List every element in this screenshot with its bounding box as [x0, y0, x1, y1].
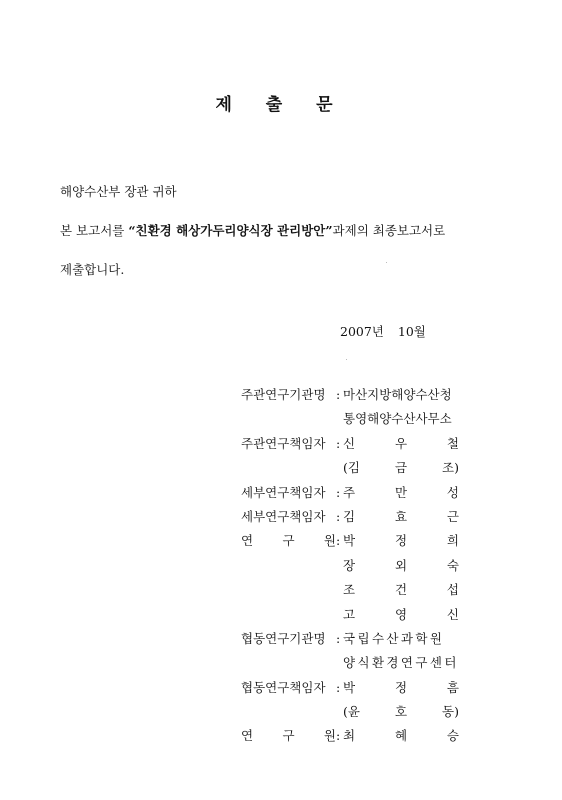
- roster-colon: :: [336, 630, 341, 646]
- roster-name: [343, 509, 459, 525]
- roster-name-text: 국립수산과학원: [343, 630, 445, 646]
- body-paragraph-line-1: [60, 221, 445, 239]
- roster-name-text: 영: [394, 606, 408, 622]
- roster-role-text: 주관연구기관명: [241, 387, 326, 402]
- roster-name: [343, 582, 459, 598]
- roster-name-text: 마산지방해양수산청: [343, 387, 452, 402]
- roster-name-text: 철: [446, 435, 459, 451]
- roster-name-text: 정: [394, 679, 408, 695]
- roster-name-text: 흠: [446, 679, 459, 695]
- roster-row: [241, 582, 471, 606]
- roster-name-text: 섭: [446, 582, 459, 598]
- roster-name: [343, 411, 459, 427]
- roster-name-text: 성: [446, 484, 459, 500]
- roster-name-text: 박: [343, 679, 356, 695]
- roster-colon: :: [336, 435, 341, 451]
- submission-date: [340, 322, 426, 340]
- roster-row: [241, 460, 471, 484]
- roster-colon: :: [336, 387, 341, 402]
- roster-role-text: 연: [241, 728, 254, 744]
- roster-name-text: 희: [446, 533, 459, 549]
- roster-role: [241, 436, 336, 452]
- roster-row: [241, 387, 471, 411]
- roster-role: [241, 680, 336, 696]
- roster-role-text: 세부연구책임자: [241, 484, 326, 500]
- roster-name: [343, 607, 459, 623]
- roster-name: [343, 533, 459, 549]
- roster-name: [343, 680, 459, 696]
- roster-role-text: 원: [323, 728, 336, 744]
- roster-name-text: 혜: [394, 728, 408, 744]
- roster-colon: :: [336, 484, 341, 500]
- roster-row: [241, 485, 471, 509]
- roster-role-text: 원: [323, 533, 336, 549]
- body-prefix: 본 보고서를: [60, 223, 129, 238]
- page-title: 제 출 문: [215, 95, 347, 115]
- roster-name: [343, 655, 459, 671]
- roster-name-text: 박: [343, 533, 356, 549]
- roster-name-text: 고: [343, 606, 356, 622]
- roster-name-text: 호: [394, 704, 408, 720]
- roster-row: [241, 558, 471, 582]
- roster-role: [241, 509, 336, 525]
- roster-row: [241, 728, 471, 752]
- roster-colon: :: [336, 728, 341, 744]
- roster-name-text: 양식환경연구센터: [343, 655, 459, 671]
- roster-name-text: 외: [394, 557, 408, 573]
- roster-row: [241, 436, 471, 460]
- roster-name: [343, 558, 459, 574]
- roster-colon: :: [336, 533, 341, 549]
- roster-name-text: 정: [394, 533, 408, 549]
- project-title: “친환경 해상가두리양식장 관리방안”: [128, 223, 333, 238]
- roster-row: [241, 680, 471, 704]
- roster-role-text: 협동연구기관명: [241, 630, 326, 646]
- roster-name-text: 최: [343, 728, 356, 744]
- roster-name: [343, 728, 459, 744]
- roster-name: [343, 436, 459, 452]
- roster-name: [343, 387, 459, 403]
- roster-name-text: 금: [394, 460, 408, 476]
- roster-role-text: 구: [282, 728, 295, 744]
- roster-name: [343, 631, 459, 647]
- date-month: 10월: [397, 324, 426, 339]
- roster-name: [343, 704, 459, 720]
- roster-name-text: 조): [442, 460, 459, 476]
- roster-name-text: 장: [343, 557, 356, 573]
- roster-role: [241, 728, 336, 744]
- roster-role: [241, 485, 336, 501]
- roster-name-text: 조: [343, 582, 356, 598]
- roster-name-text: 근: [446, 508, 459, 524]
- roster-name-text: 신: [446, 606, 459, 622]
- roster-role-text: 주관연구책임자: [241, 435, 326, 451]
- body-suffix: 과제의 최종보고서로: [332, 223, 446, 238]
- roster-name: [343, 460, 459, 476]
- addressee: 해양수산부 장관 귀하: [60, 184, 177, 199]
- roster-role-text: 구: [282, 533, 295, 549]
- roster-row: [241, 411, 471, 435]
- roster-name-text: (윤: [343, 704, 360, 720]
- scan-speck: [386, 262, 387, 263]
- roster-name-text: 주: [343, 484, 356, 500]
- roster-row: [241, 655, 471, 679]
- roster-name-text: 건: [394, 582, 408, 598]
- researcher-roster: [241, 387, 471, 753]
- roster-row: [241, 704, 471, 728]
- roster-colon: :: [336, 508, 341, 524]
- roster-name-text: 효: [394, 508, 408, 524]
- roster-colon: :: [336, 679, 341, 695]
- roster-row: [241, 509, 471, 533]
- roster-name-text: 통영해양수산사무소: [343, 411, 452, 427]
- body-paragraph-line-2: 제출합니다.: [60, 262, 125, 277]
- roster-name-text: 동): [442, 704, 459, 720]
- roster-name-text: 신: [343, 435, 356, 451]
- roster-name-text: 우: [394, 435, 408, 451]
- roster-role: [241, 387, 336, 403]
- roster-name: [343, 485, 459, 501]
- roster-row: [241, 533, 471, 557]
- roster-name-text: 김: [343, 508, 356, 524]
- roster-role: [241, 631, 336, 647]
- roster-role-text: 세부연구책임자: [241, 508, 326, 524]
- roster-name-text: (김: [343, 460, 360, 476]
- roster-name-text: 숙: [446, 557, 459, 573]
- roster-name-text: 승: [446, 728, 459, 744]
- roster-row: [241, 631, 471, 655]
- roster-role-text: 연: [241, 533, 254, 549]
- roster-role: [241, 533, 336, 549]
- roster-name-text: 만: [394, 484, 408, 500]
- roster-role-text: 협동연구책임자: [241, 679, 326, 695]
- scan-speck: [346, 359, 347, 360]
- roster-row: [241, 607, 471, 631]
- date-year: 2007년: [340, 324, 384, 339]
